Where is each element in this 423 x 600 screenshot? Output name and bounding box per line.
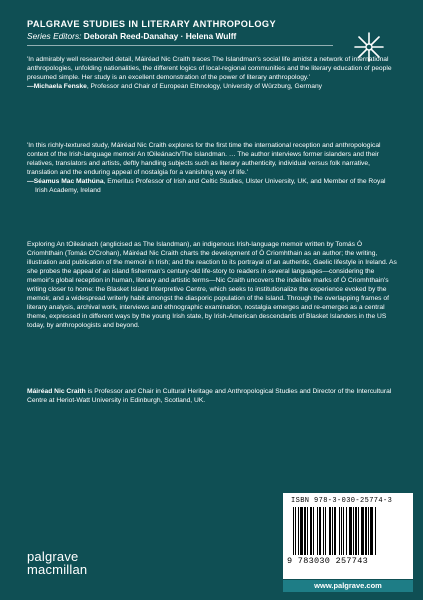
endorsement-quote-1: [27, 55, 399, 91]
series-editors: [27, 31, 236, 41]
barcode-bar: [317, 507, 318, 555]
barcode-bar: [365, 507, 367, 555]
barcode-bar: [361, 507, 364, 555]
series-editors-names: Deborah Reed-Danahay · Helena Wulff: [83, 31, 237, 41]
barcode-bar: [325, 507, 326, 555]
quote-author: —Séamus Mac Mathúna: [27, 178, 104, 185]
publisher-website[interactable]: www.palgrave.com: [283, 580, 413, 592]
isbn-text: ISBN 978-3-030-25774-3: [291, 497, 393, 505]
barcode-panel: [283, 493, 413, 579]
book-description: Exploring An tOileánach (anglicised as The Islandman), an indigenous Irish-language memoir written by Tomás Ó Criomhthain (Tomás O'Crohan), Máiréad Nic Craith charts the development of Ó Criomhthain as an author; the writing, illustration and publication of the memoir in Irish; and the reaction to its portrayal of an authentic, Gaelic lifestyle in Ireland. As she probes the appeal of an island fisherman's century-old life-story to readers in several languages—considering the memoir's global reception in human, literary and artistic terms—Nic Craith uncovers the indelible marks of Ó Criomhthain's writing closer to home: the Blasket Island Interpretive Centre, which seeks to institutionalize the experience evoked by the memoir, and a widespread writerly habit amongst the diasporic population of the Island. Through the overlapping frames of literary analysis, archival work, interviews and ethnographic examination, nostalgia emerges and re-emerges as a central theme, expressed in different ways by the young Irish state, by Irish-American descendants of Blasket Islanders in the US today, by anthropologists and beyond.: [27, 241, 397, 329]
barcode-bar: [298, 507, 299, 555]
endorsement-quote-2: [27, 141, 399, 195]
barcode-bar: [355, 507, 357, 555]
series-title: PALGRAVE STUDIES IN LITERARY ANTHROPOLOGY: [27, 19, 276, 29]
barcode-bar: [304, 507, 306, 555]
author-bio-text: is Professor and Chair in Cultural Heritage and Anthropological Studies and Director of the Intercultural Centre at Heriot-Watt University in Edinburgh, Scotland, UK.: [27, 388, 392, 404]
barcode-bar: [295, 507, 296, 555]
author-name: Máiréad Nic Craith: [27, 388, 86, 395]
barcode-bar: [310, 507, 312, 555]
barcode-bar: [313, 507, 314, 555]
barcode-icon: [291, 507, 405, 555]
barcode-bar: [349, 507, 352, 555]
publisher-logo-line2: macmillan: [27, 562, 88, 577]
barcode-bar: [293, 507, 294, 555]
publisher-logo-line1: palgrave: [27, 549, 79, 564]
barcode-bar: [319, 507, 321, 555]
barcode-bar: [332, 507, 333, 555]
barcode-bar: [334, 507, 336, 555]
quote-attribution: [27, 82, 399, 91]
barcode-bar: [368, 507, 369, 555]
barcode-bar: [323, 507, 324, 555]
barcode-bar: [341, 507, 342, 555]
barcode-bar: [329, 507, 331, 555]
barcode-bar: [307, 507, 308, 555]
quote-author: —Michaela Fenske: [27, 83, 87, 90]
barcode-bar: [300, 507, 303, 555]
barcode-bar: [343, 507, 344, 555]
quote-affiliation: , Emeritus Professor of Irish and Celtic Studies, Ulster University, UK, and Member of the Royal Irish Academy, Ireland: [35, 178, 386, 194]
barcode-bar: [358, 507, 359, 555]
barcode-bar: [375, 507, 376, 555]
series-editors-label: Series Editors:: [27, 31, 84, 41]
author-bio: [27, 387, 399, 405]
barcode-digits: 9 783030 257743: [287, 556, 369, 566]
barcode-bar: [339, 507, 340, 555]
quote-text: 'In admirably well researched detail, Máiréad Nic Craith traces The Islandman's social life amidst a network of international anthropologies, unfolding nationalities, the different logics of local-regional communities and the literary education of people presumed simple. Her study is an excellent demonstration of the power of literary anthropology.': [27, 56, 392, 81]
quote-affiliation: , Professor and Chair of European Ethnology, University of Würzburg, Germany: [86, 83, 323, 90]
quote-attribution: [27, 177, 399, 195]
barcode-bar: [346, 507, 347, 555]
header-divider: [27, 45, 333, 46]
publisher-logo: [27, 550, 137, 577]
barcode-bar: [370, 507, 373, 555]
barcode-bar: [353, 507, 354, 555]
quote-text: 'In this richly-textured study, Máiréad Nic Craith explores for the first time the international reception and anthropological context of the Irish-language memoir An tOileánach/The Islandman. … The author interviews former islanders and their relatives, translators and artists, deftly handling subjects such as literary authenticity, individual versus folk narrative, translation and the enduring appeal of nostalgia for a vanishing way of life.': [27, 142, 381, 176]
